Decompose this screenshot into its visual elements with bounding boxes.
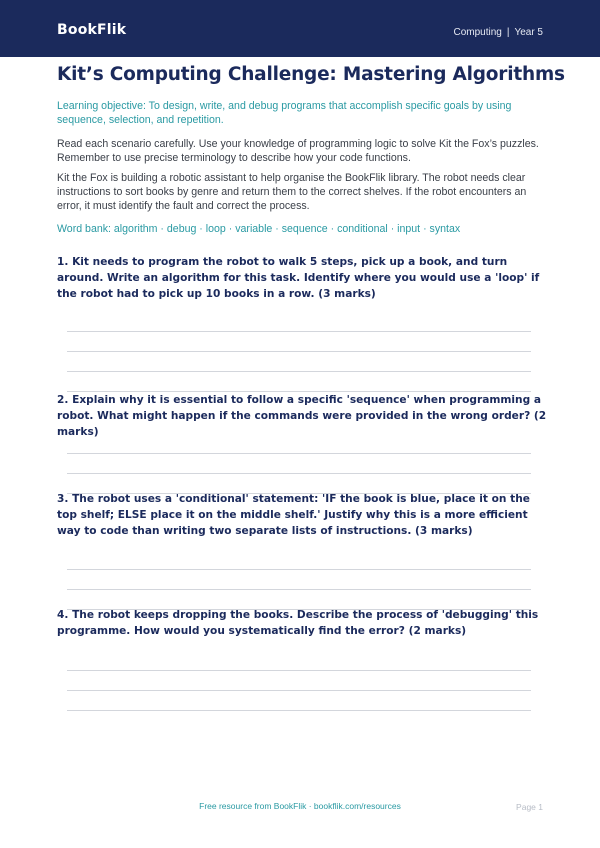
answer-line[interactable] xyxy=(67,453,531,454)
answer-line[interactable] xyxy=(67,331,531,332)
word-bank: Word bank: algorithm · debug · loop · variable · sequence · conditional · input · syntax xyxy=(57,223,461,235)
answer-line[interactable] xyxy=(67,569,531,570)
answer-line[interactable] xyxy=(67,371,531,372)
answer-line[interactable] xyxy=(67,589,531,590)
answer-line[interactable] xyxy=(67,473,531,474)
page-number: Page 1 xyxy=(516,802,543,812)
answer-line[interactable] xyxy=(67,351,531,352)
question-2: 2. Explain why it is essential to follow a specific 'sequence' when programming a robot. What might happen if the commands were provided in the wrong order? (2 marks) xyxy=(57,394,547,438)
scenario-paragraph: Kit the Fox is building a robotic assistant to help organise the BookFlik library. The robot needs clear instructions to sort books by genre and return them to the correct shelves. If the robot encounters an error, it must identify the fault and correct the process. xyxy=(57,172,527,212)
answer-line[interactable] xyxy=(67,710,531,711)
brand-logo[interactable]: BookFlik xyxy=(57,22,127,38)
subject-label: Computing xyxy=(453,27,502,38)
question-4: 4. The robot keeps dropping the books. Describe the process of 'debugging' this programme. How would you systematically find the error? (2 marks) xyxy=(57,609,539,637)
meta-separator: | xyxy=(506,27,510,38)
answer-line[interactable] xyxy=(67,690,531,691)
header-meta xyxy=(453,27,543,38)
header-bar xyxy=(0,0,600,57)
footer-credit[interactable]: Free resource from BookFlik · bookflik.com/resources xyxy=(199,801,401,811)
year-label: Year 5 xyxy=(514,27,543,38)
page-title: Kit’s Computing Challenge: Mastering Algorithms xyxy=(57,64,565,85)
answer-line[interactable] xyxy=(67,670,531,671)
learning-objective: Learning objective: To design, write, and debug programs that accomplish specific goals by using sequence, selection, and repetition. xyxy=(57,100,512,126)
question-3: 3. The robot uses a 'conditional' statement: 'IF the book is blue, place it on the top shelf; ELSE place it on the middle shelf.' Justify why this is a more efficient way to code than writing two separate lists of instructions. (3 marks) xyxy=(57,493,530,537)
question-1: 1. Kit needs to program the robot to walk 5 steps, pick up a book, and turn around. Write an algorithm for this task. Identify where you would use a 'loop' if the robot had to pick up 10 books in a row. (3 marks) xyxy=(57,256,540,300)
intro-paragraph: Read each scenario carefully. Use your knowledge of programming logic to solve Kit the Fox’s puzzles. Remember to use precise terminology to describe how your code functions. xyxy=(57,138,539,164)
